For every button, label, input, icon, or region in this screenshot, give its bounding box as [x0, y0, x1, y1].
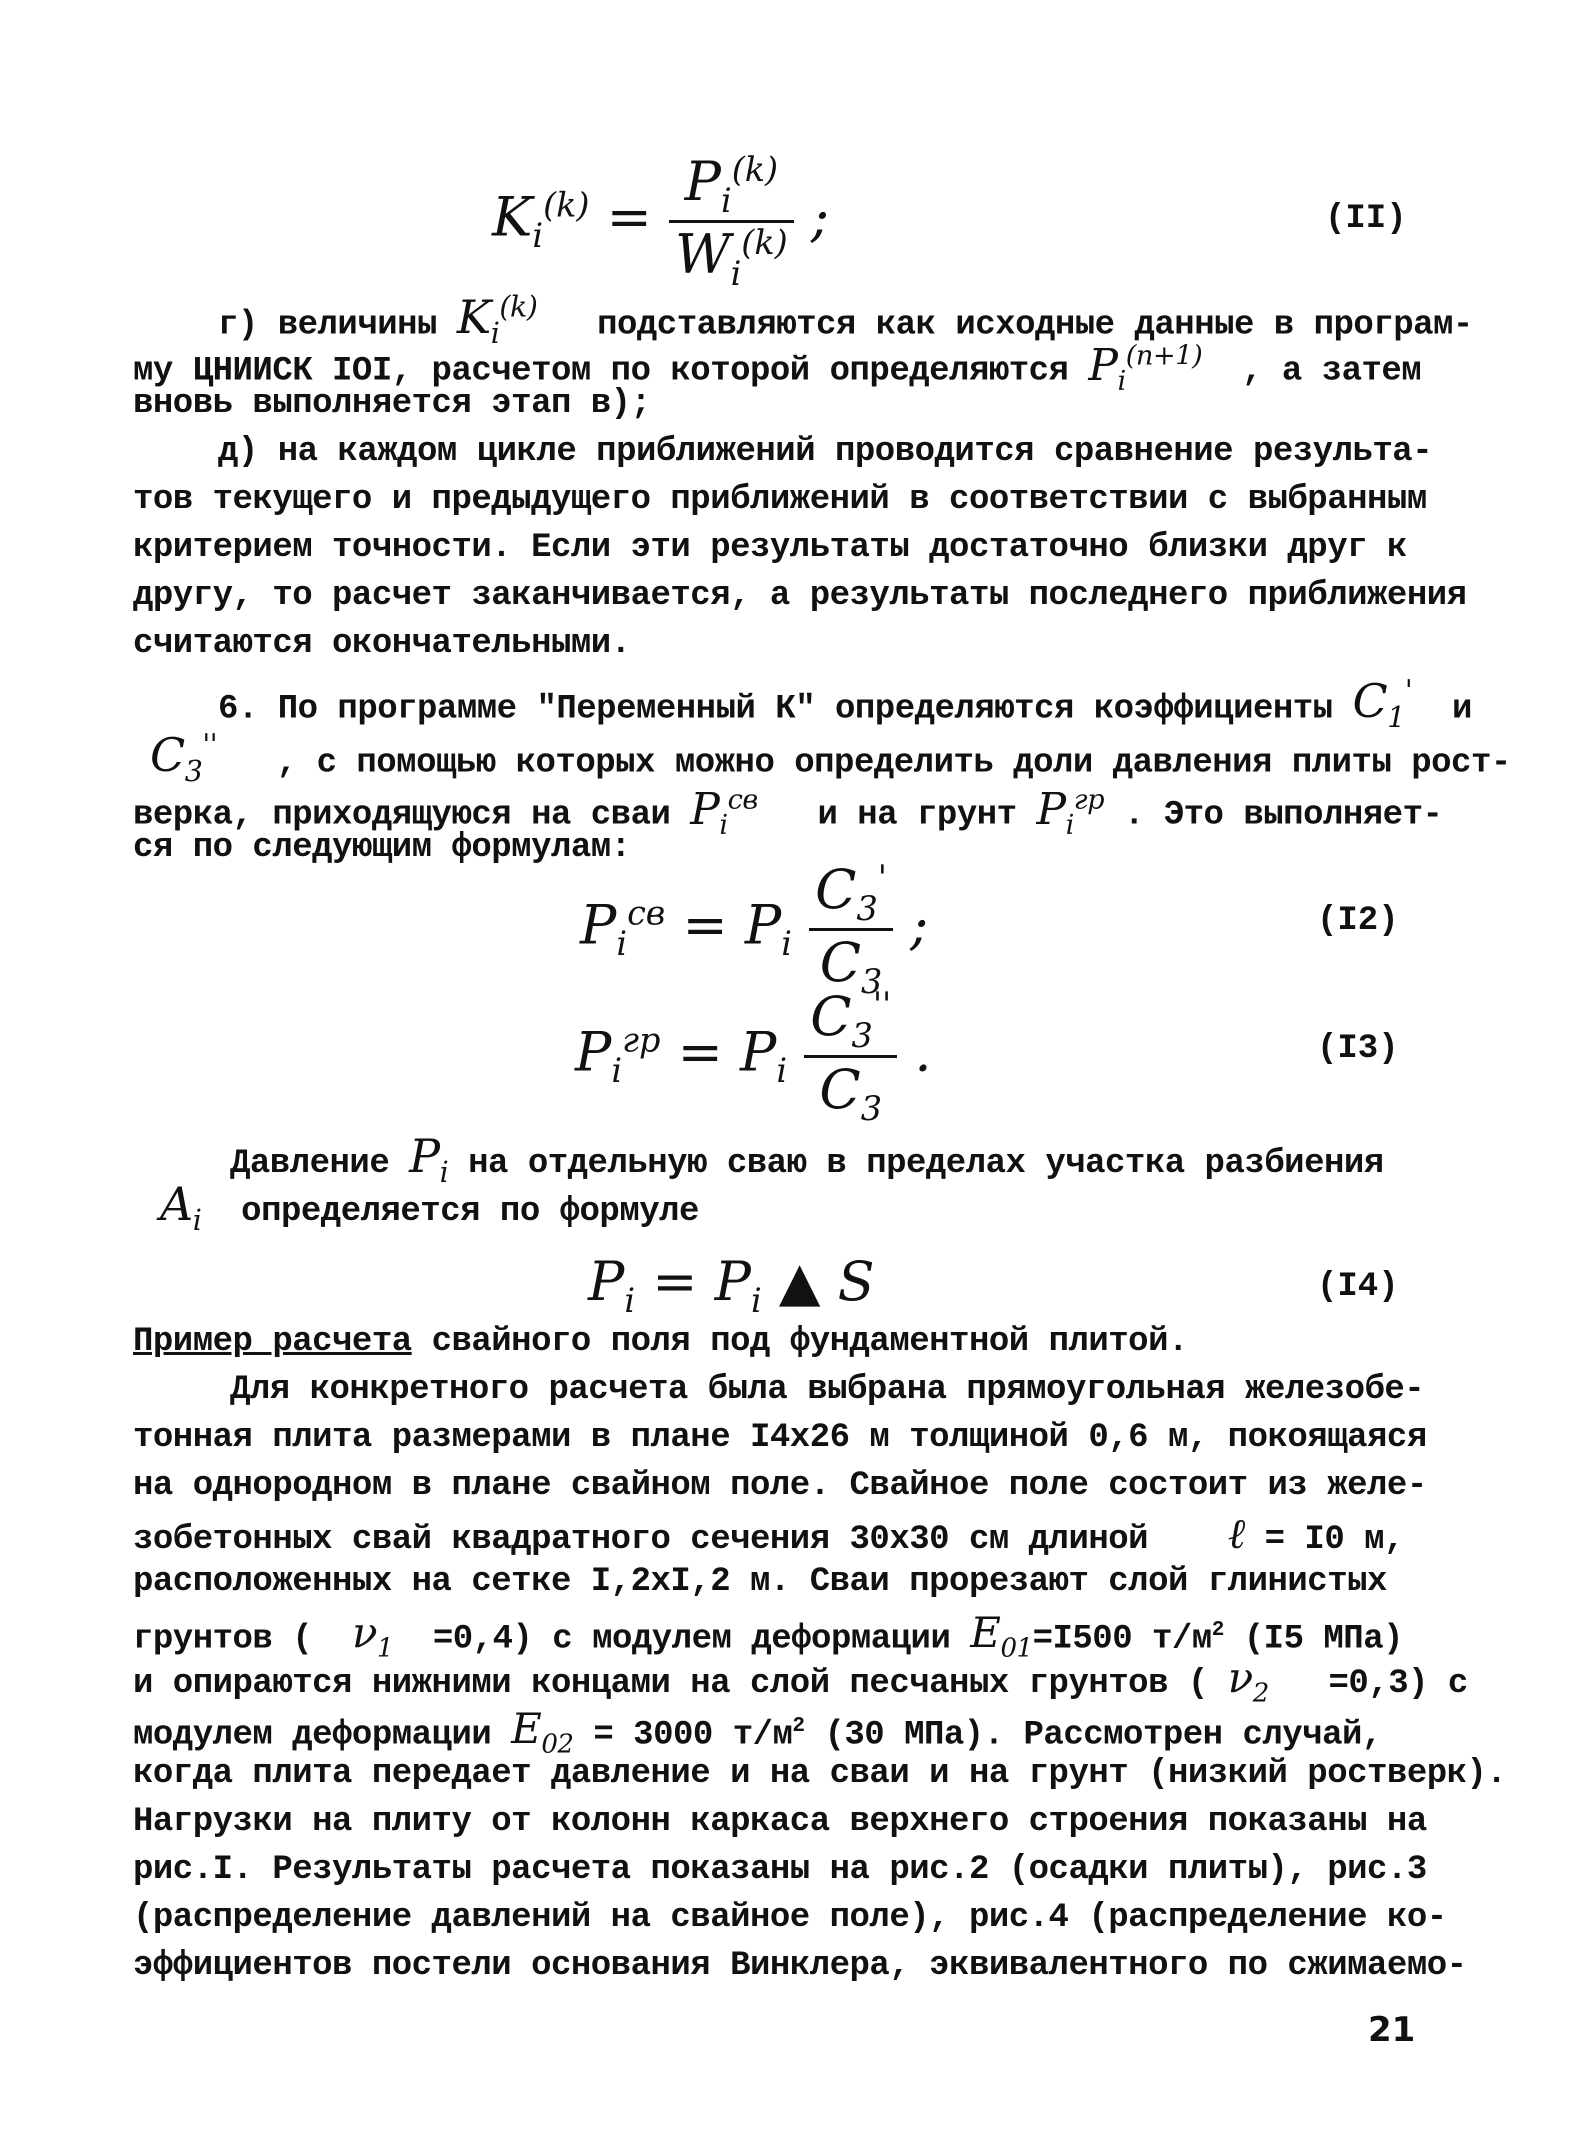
example-line-12: (распределение давлений на свайное поле), рис.4 (распределение ко- — [133, 1899, 1447, 1937]
formula-11: $K_i^{(k)}$ = $\frac{P_i^{(k)}}{W_i^{(k)}}$ ; — [492, 150, 830, 293]
symbol-e01: $E_{01}$ — [970, 1608, 1033, 1664]
symbol-c3: $C_3''$ — [150, 728, 218, 789]
para-6-line-3: верка, приходящуюся на сваи $P_i^{св}$ и на грунт $P_i^{гр}$ . Это выполняет- — [133, 783, 1443, 841]
symbol-c1: $C_1'$ — [1352, 674, 1413, 735]
para-g-line-3: вновь выполняется этап в); — [133, 385, 651, 423]
symbol-p-gr: $P_i^{гр}$ — [1036, 783, 1105, 841]
para-g-line-1: г) величины $K_i^{(k)}$ подставляются как исходные данные в програм- — [218, 290, 1473, 351]
example-line-2: тонная плита размерами в плане I4x26 м толщиной 0,6 м, покоящаяся — [133, 1419, 1427, 1457]
example-title: Пример расчета — [133, 1323, 412, 1361]
formula-13-fraction: $\frac{C_3''}{C_3}$ — [804, 985, 897, 1128]
example-line-7: и опираются нижними концами на слой песчаных грунтов ( $\nu_2$ =0,3) с — [133, 1653, 1468, 1709]
para-6-line-4: ся по следующим формулам: — [133, 829, 631, 867]
symbol-nu2: $\nu_2$ — [1227, 1653, 1269, 1709]
para-d-line-3: критерием точности. Если эти результаты достаточно близки друг к — [133, 529, 1407, 567]
symbol-p-i: $P_i$ — [409, 1129, 449, 1190]
example-line-11: рис.I. Результаты расчета показаны на рис.2 (осадки плиты), рис.3 — [133, 1851, 1427, 1889]
example-line-13: эффициентов постели основания Винклера, эквивалентного по сжимаемо- — [133, 1947, 1467, 1985]
example-line-8: модулем деформации $E_{02} = 3000$ $т/м^2$ (30 МПа). Рассмотрен случай, — [133, 1704, 1382, 1760]
example-line-4: зобетонных свай квадратного сечения 30x30 см длиной ℓ = I0 м, — [133, 1509, 1404, 1559]
para-d-line-5: считаются окончательными. — [133, 625, 631, 663]
formula-13: $P_i^{гр} = P_i$ $\frac{C_3''}{C_3}$ . — [575, 985, 932, 1128]
formula-14: $P_i = P_i$ ▲ S — [588, 1250, 875, 1320]
example-line-5: расположенных на сетке I,2xI,2 м. Сваи прорезают слой глинистых — [133, 1563, 1387, 1601]
symbol-p-next: $P_i^{(n+1)}$ — [1088, 339, 1203, 397]
example-line-1: Для конкретного расчета была выбрана прямоугольная железобе- — [230, 1371, 1425, 1409]
formula-12: $P_i^{св} = P_i$ $\frac{C_3'}{C_3}$ ; — [580, 858, 929, 1001]
symbol-l: ℓ — [1227, 1509, 1245, 1558]
para-pressure-line-2: $A_i$ определяется по формуле — [160, 1177, 699, 1238]
para-6-line-1: 6. По программе "Переменный К" определяются коэффициенты $C_1'$ и — [218, 674, 1472, 735]
para-d-line-4: другу, то расчет заканчивается, а результаты последнего приближения — [133, 577, 1467, 615]
equation-number-14: (I4) — [1317, 1268, 1399, 1306]
equation-number-13: (I3) — [1317, 1030, 1399, 1068]
symbol-k-i: $K_i^{(k)}$ — [456, 290, 538, 351]
symbol-a-i: $A_i$ — [160, 1177, 202, 1238]
example-line-6: грунтов ( $\nu_1 =0,4$) с модулем деформации $E_{01}=I500$ $т/м^2$ (I5 МПа) — [133, 1608, 1404, 1664]
symbol-nu1: $\nu_1$ — [351, 1608, 394, 1664]
example-line-3: на однородном в плане свайном поле. Свайное поле состоит из желе- — [133, 1467, 1427, 1505]
equation-number-12: (I2) — [1317, 902, 1399, 940]
para-g-line-2: му ЦНИИСК IOI, расчетом по которой определяются $P_i^{(n+1)}$ , а затем — [133, 339, 1422, 397]
para-pressure-line-1: Давление $P_i$ на отдельную сваю в пределах участка разбиения — [230, 1129, 1384, 1190]
example-line-9: когда плита передает давление и на сваи и на грунт (низкий ростверк). — [133, 1755, 1507, 1793]
para-d-line-2: тов текущего и предыдущего приближений в соответствии с выбранным — [133, 481, 1427, 519]
example-line-10: Нагрузки на плиту от колонн каркаса верхнего строения показаны на — [133, 1803, 1427, 1841]
symbol-e02: $E_{02}$ — [511, 1704, 574, 1760]
formula-11-fraction: $\frac{P_i^{(k)}}{W_i^{(k)}}$ — [669, 150, 794, 293]
formula-12-fraction: $\frac{C_3'}{C_3}$ — [809, 858, 893, 1001]
para-6-line-2: $C_3''$ , с помощью которых можно определить доли давления плиты рост- — [150, 728, 1511, 789]
symbol-p-cb: $P_i^{св}$ — [690, 783, 758, 841]
example-title-line: Пример расчета свайного поля под фундаментной плитой. — [133, 1323, 1188, 1361]
equation-number-11: (II) — [1325, 200, 1407, 238]
para-d-line-1: д) на каждом цикле приближений проводится сравнение результа- — [218, 433, 1433, 471]
page-number: 21 — [1368, 2010, 1416, 2050]
